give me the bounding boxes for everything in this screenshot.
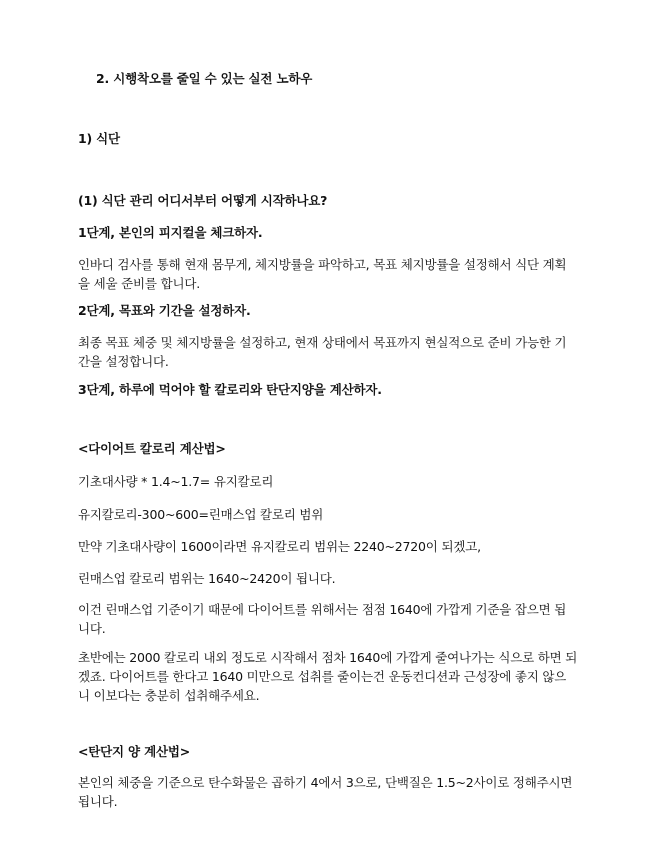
step1-title: 1단계, 본인의 피지컬을 체크하자. [78,225,263,240]
macro-method-heading: <탄단지 양 계산법> [78,744,190,759]
calc-line-4: 린매스업 칼로리 범위는 1640~2420이 됩니다. [78,571,336,586]
calorie-method-heading: <다이어트 칼로리 계산법> [78,441,226,456]
calc-line-3: 만약 기초대사량이 1600이라면 유지칼로리 범위는 2240~2720이 되겠고, [78,539,481,554]
step2-title: 2단계, 목표와 기간을 설정하자. [78,303,251,318]
calc-paragraph-6: 초반에는 2000 칼로리 내외 정도로 시작해서 점차 1640에 가깝게 줄여나가는 식으로 하면 되겠죠. 다이어트를 한다고 1640 미만으로 섭취를 줄이는건 운동컨디션과 근성장에 좋지 않으니 이보다는 충분히 섭취해주세요. [78,650,578,703]
section-title: 2. 시행착오를 줄일 수 있는 실전 노하우 [96,71,313,86]
calc-line-2: 유지칼로리-300~600=린매스업 칼로리 범위 [78,507,324,522]
calc-line-1: 기초대사량 * 1.4~1.7= 유지칼로리 [78,474,274,489]
question-heading: (1) 식단 관리 어디서부터 어떻게 시작하나요? [78,193,328,208]
macro-body: 본인의 체중을 기준으로 탄수화물은 곱하기 4에서 3으로, 단백질은 1.5~2사이로 정해주시면 됩니다. [78,775,573,809]
step1-body: 인바디 검사를 통해 현재 몸무게, 체지방률을 파악하고, 목표 체지방률을 설정해서 식단 계획을 세울 준비를 합니다. [78,257,567,291]
subsection-heading: 1) 식단 [78,131,120,146]
calc-paragraph-5: 이건 린매스업 기준이기 때문에 다이어트를 위해서는 점점 1640에 가깝게 기준을 잡으면 됩니다. [78,602,567,636]
step3-title: 3단계, 하루에 먹어야 할 칼로리와 탄단지양을 계산하자. [78,382,382,397]
step2-body: 최종 목표 체중 및 체지방률을 설정하고, 현재 상태에서 목표까지 현실적으로 준비 가능한 기간을 설정합니다. [78,335,567,369]
